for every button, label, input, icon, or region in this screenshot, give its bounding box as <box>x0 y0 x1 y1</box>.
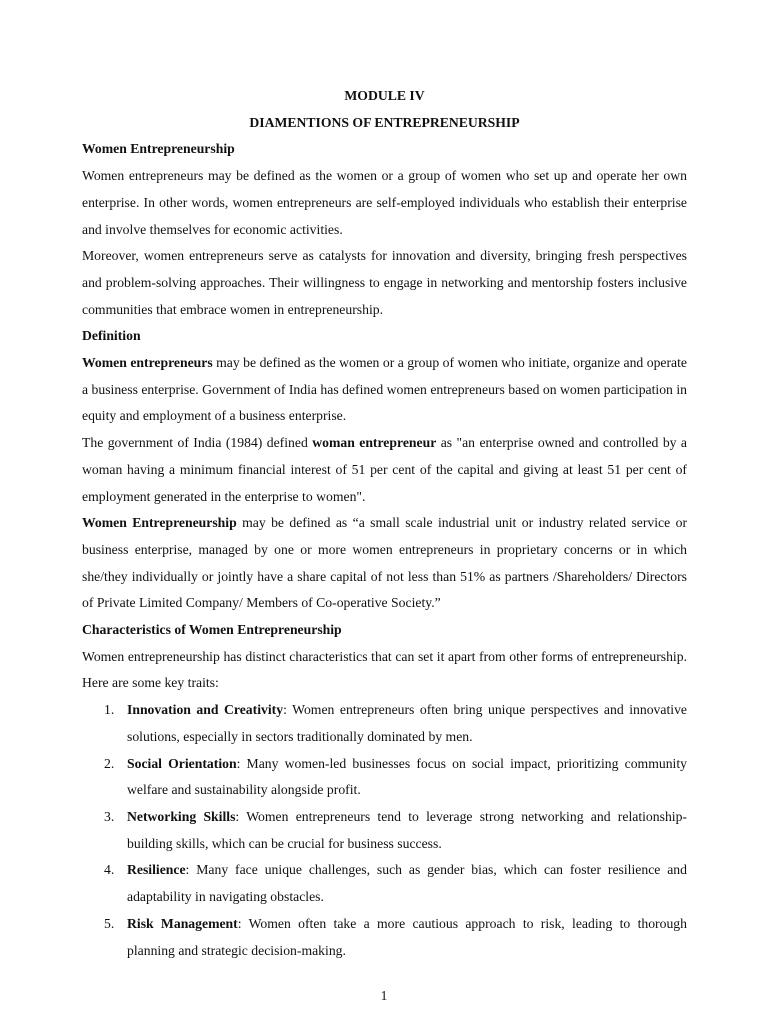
section-heading-definition: Definition <box>82 328 141 344</box>
list-text: : Many women-led businesses focus on social impact, prioritizing community welfare and sustainability alongside profit. <box>127 755 687 798</box>
page-content <box>82 83 687 964</box>
list-text: : Many face unique challenges, such as gender bias, which can foster resilience and adaptability in navigating obstacles. <box>127 862 687 905</box>
list-number: 4. <box>104 862 115 878</box>
list-number: 1. <box>104 702 115 718</box>
list-term: Innovation and Creativity <box>127 702 284 718</box>
list-term: Social Orientation <box>127 755 237 771</box>
definition-text: may be defined as “a small scale industrial unit or industry related service or business enterprise, managed by one or more women entrepreneurs in proprietary concerns or in which she/they individually or jointly have a share capital of not less than 51% as partners /Shareholders/ Directors of Private Limited Company/ Members of Co-operative Society.” <box>82 515 688 611</box>
definition-text: as "an enterprise owned and controlled by a woman having a minimum financial interest of 51 per cent of the capital and giving at least 51 per cent of employment generated in the enterprise to women". <box>82 435 688 504</box>
paragraph: Moreover, women entrepreneurs serve as catalysts for innovation and diversity, bringing fresh perspectives and problem-solving approaches. Their willingness to engage in networking and mentorship fosters inclusive communities that embrace women in entrepreneurship. <box>82 248 687 317</box>
paragraph: Women entrepreneurs may be defined as the women or a group of women who set up and operate her own enterprise. In other words, women entrepreneurs are self-employed individuals who establish their enterprise and involve themselves for economic activities. <box>82 168 687 237</box>
page-number: 1 <box>380 988 388 1003</box>
list-text: : Women entrepreneurs often bring unique perspectives and innovative solutions, especially in sectors traditionally dominated by men. <box>127 702 687 744</box>
list-text: : Women entrepreneurs tend to leverage strong networking and relationship-building skills, which can be crucial for business success. <box>127 808 687 851</box>
list-item <box>82 911 687 964</box>
list-text: : Women often take a more cautious approach to risk, leading to thorough planning and strategic decision-making. <box>127 915 687 958</box>
module-label: MODULE IV <box>344 88 425 103</box>
definition-paragraph-3 <box>82 510 687 617</box>
list-item <box>82 751 687 804</box>
definition-paragraph-2 <box>82 430 687 510</box>
definition-text: The government of India (1984) defined <box>82 435 313 451</box>
definition-paragraph-1 <box>82 350 687 430</box>
list-item <box>82 857 687 910</box>
list-item <box>82 697 687 750</box>
list-number: 3. <box>104 808 115 824</box>
bold-term: Women entrepreneurs <box>82 355 213 371</box>
section-heading-characteristics: Characteristics of Women Entrepreneurship <box>82 622 342 638</box>
bold-term: Women Entrepreneurship <box>82 515 237 531</box>
list-term: Risk Management <box>127 915 238 931</box>
list-number: 5. <box>104 915 115 931</box>
list-term: Resilience <box>127 862 186 878</box>
list-item <box>82 804 687 857</box>
characteristics-intro: Women entrepreneurship has distinct characteristics that can set it apart from other forms of entrepreneurship. Here are some key traits: <box>82 648 687 691</box>
definition-text: may be defined as the women or a group of women who initiate, organize and operate a business enterprise. Government of India has defined women entrepreneurs based on women participation in equity and employment of a business enterprise. <box>82 355 688 424</box>
section-heading-women-entrepreneurship: Women Entrepreneurship <box>82 141 235 157</box>
list-number: 2. <box>104 755 115 771</box>
list-term: Networking Skills <box>127 808 236 824</box>
characteristics-list <box>82 697 687 964</box>
document-title: DIAMENTIONS OF ENTREPRENEURSHIP <box>249 114 520 130</box>
bold-term: woman entrepreneur <box>312 435 437 451</box>
